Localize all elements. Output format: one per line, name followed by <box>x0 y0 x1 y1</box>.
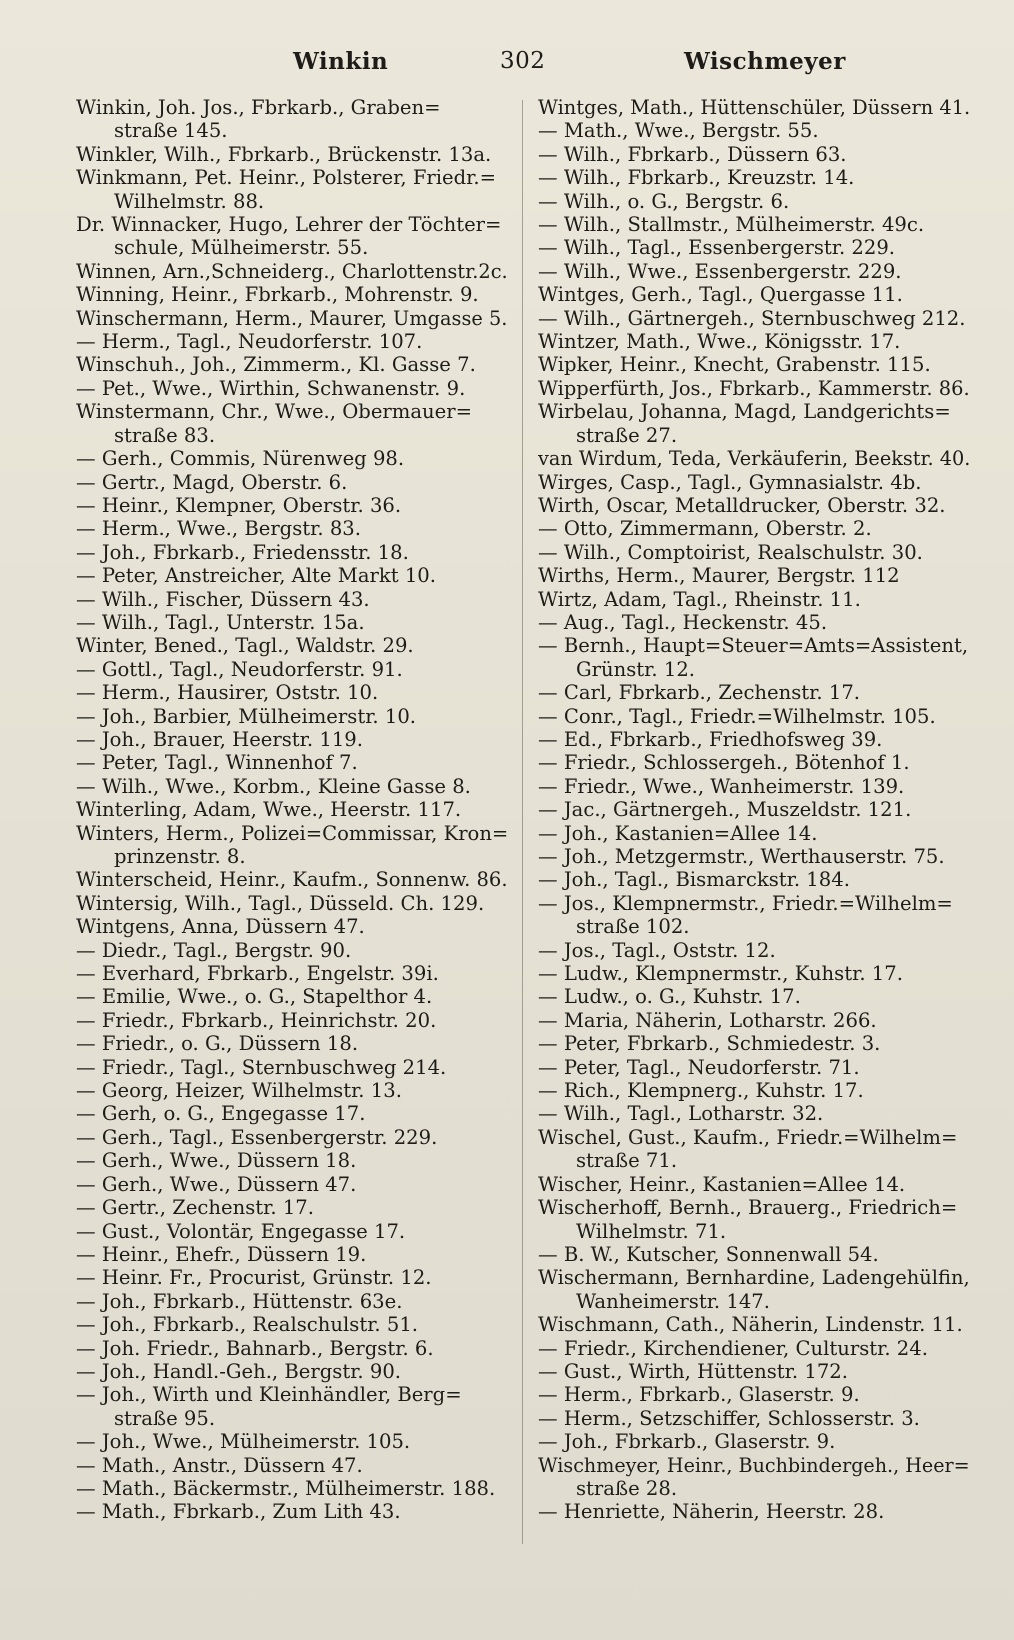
entry-line: Winterling, Adam, Wwe., Heerstr. 117. <box>76 798 462 822</box>
directory-entry <box>76 1079 508 1102</box>
entry-continuation-line: Wilhelmstr. 71. <box>576 1219 727 1243</box>
directory-entry <box>76 658 508 681</box>
directory-entry <box>538 400 970 447</box>
directory-entry <box>76 868 508 891</box>
entry-continuation-line: prinzenstr. 8. <box>114 845 246 868</box>
entry-line: Winnen, Arn.,Schneiderg., Charlottenstr.2c. <box>76 259 508 283</box>
directory-entry <box>538 1337 970 1360</box>
directory-entry <box>538 1266 970 1313</box>
directory-entry <box>76 681 508 704</box>
entry-line: — Joh., Fbrkarb., Glaserstr. 9. <box>538 1430 836 1454</box>
running-header <box>0 48 1014 84</box>
directory-entry <box>538 494 970 517</box>
directory-entry <box>538 283 970 306</box>
entry-continuation-line: straße 102. <box>576 915 690 939</box>
entry-line: — Gerh., Wwe., Düssern 47. <box>76 1172 357 1196</box>
entry-continuation-line: straße 83. <box>114 423 216 447</box>
entry-line: Wintgens, Anna, Düssern 47. <box>76 915 365 939</box>
entry-line: — Math., Fbrkarb., Zum Lith 43. <box>76 1500 401 1524</box>
entry-line: — Herm., Setzschiffer, Schlosserstr. 3. <box>538 1406 920 1430</box>
directory-entry <box>538 1102 970 1125</box>
entry-line: — Gerh., Commis, Nürenweg 98. <box>76 447 405 471</box>
entry-line: — Joh., Wirth und Kleinhändler, Berg= <box>76 1383 462 1407</box>
directory-entry <box>76 985 508 1008</box>
directory-entry <box>538 353 970 376</box>
directory-entry <box>76 353 508 376</box>
left-column <box>76 96 508 1556</box>
directory-entry <box>538 119 970 142</box>
entry-line: Winkin, Joh. Jos., Fbrkarb., Graben= <box>76 96 441 119</box>
directory-entry <box>538 471 970 494</box>
directory-entry <box>76 447 508 470</box>
directory-entry <box>538 1313 970 1336</box>
entry-line: — Heinr. Fr., Procurist, Grünstr. 12. <box>76 1266 432 1290</box>
directory-entry <box>538 822 970 845</box>
entry-line: Wischer, Heinr., Kastanien=Allee 14. <box>538 1172 906 1196</box>
entry-continuation-line: straße 95. <box>114 1406 216 1430</box>
directory-entry <box>538 1430 970 1453</box>
directory-entry <box>76 1360 508 1383</box>
directory-entry <box>538 330 970 353</box>
directory-entry <box>76 260 508 283</box>
entry-line: — Peter, Tagl., Winnenhof 7. <box>76 751 358 775</box>
entry-line: — Gerh., Wwe., Düssern 18. <box>76 1149 357 1173</box>
entry-line: — Wilh., Tagl., Lotharstr. 32. <box>538 1102 824 1126</box>
directory-entry <box>538 1056 970 1079</box>
entry-line: — Georg, Heizer, Wilhelmstr. 13. <box>76 1079 402 1103</box>
directory-entry <box>538 1173 970 1196</box>
directory-entry <box>76 588 508 611</box>
directory-entry <box>76 1102 508 1125</box>
entry-line: — Joh., Kastanien=Allee 14. <box>538 821 818 845</box>
entry-line: — Wilh., Comptoirist, Realschulstr. 30. <box>538 540 923 564</box>
directory-entry <box>76 611 508 634</box>
entry-line: — Wilh., Tagl., Unterstr. 15a. <box>76 610 365 634</box>
entry-line: Winstermann, Chr., Wwe., Obermauer= <box>76 400 473 424</box>
entry-line: — Jos., Klempnermstr., Friedr.=Wilhelm= <box>538 891 953 915</box>
directory-entry <box>76 1243 508 1266</box>
entry-line: — Friedr., Kirchendiener, Culturstr. 24. <box>538 1336 928 1360</box>
directory-entry <box>76 1383 508 1430</box>
entry-line: — Gust., Volontär, Engegasse 17. <box>76 1219 406 1243</box>
entry-line: — Joh., Fbrkarb., Hüttenstr. 63e. <box>76 1289 403 1313</box>
directory-entry <box>76 1477 508 1500</box>
entry-line: — Friedr., Tagl., Sternbuschweg 214. <box>76 1055 447 1079</box>
directory-entry <box>76 1266 508 1289</box>
entry-continuation-line: Wanheimerstr. 147. <box>576 1289 770 1313</box>
directory-entry <box>538 517 970 540</box>
directory-entry <box>538 447 970 470</box>
entry-line: Wischerhoff, Bernh., Brauerg., Friedrich= <box>538 1196 958 1220</box>
directory-entry <box>538 1243 970 1266</box>
entry-line: — Peter, Anstreicher, Alte Markt 10. <box>76 564 437 588</box>
entry-line: — Carl, Fbrkarb., Zechenstr. 17. <box>538 681 861 705</box>
entry-line: Wipker, Heinr., Knecht, Grabenstr. 115. <box>538 353 931 377</box>
directory-entry <box>538 1407 970 1430</box>
directory-entry <box>76 1149 508 1172</box>
entry-line: Wintges, Math., Hüttenschüler, Düssern 41. <box>538 96 970 119</box>
directory-entry <box>538 96 970 119</box>
directory-entry <box>538 775 970 798</box>
directory-entry <box>76 96 508 143</box>
entry-line: Winkler, Wilh., Fbrkarb., Brückenstr. 13a. <box>76 142 492 166</box>
entry-line: — Gerh, o. G., Engegasse 17. <box>76 1102 366 1126</box>
directory-entry <box>538 1126 970 1173</box>
entry-line: — Aug., Tagl., Heckenstr. 45. <box>538 610 828 634</box>
directory-entry <box>76 822 508 869</box>
directory-entry <box>76 1009 508 1032</box>
directory-entry <box>538 1009 970 1032</box>
entry-line: — Rich., Klempnerg., Kuhstr. 17. <box>538 1079 864 1103</box>
directory-entry <box>76 915 508 938</box>
entry-line: — Heinr., Ehefr., Düssern 19. <box>76 1242 367 1266</box>
entry-line: — Bernh., Haupt=Steuer=Amts=Assistent, <box>538 634 969 658</box>
directory-entry <box>538 868 970 891</box>
entry-line: Wischmann, Cath., Näherin, Lindenstr. 11. <box>538 1313 963 1337</box>
directory-entry <box>76 213 508 260</box>
directory-entry <box>538 751 970 774</box>
directory-entry <box>76 400 508 447</box>
entry-line: — Herm., Wwe., Bergstr. 83. <box>76 517 361 541</box>
directory-entry <box>538 985 970 1008</box>
entry-line: Dr. Winnacker, Hugo, Lehrer der Töchter= <box>76 213 502 237</box>
entry-line: Winkmann, Pet. Heinr., Polsterer, Friedr.= <box>76 166 497 190</box>
directory-entry <box>538 634 970 681</box>
directory-entry <box>76 143 508 166</box>
directory-entry <box>76 1032 508 1055</box>
directory-entry <box>76 1126 508 1149</box>
entry-line: — Otto, Zimmermann, Oberstr. 2. <box>538 517 872 541</box>
directory-entry <box>76 705 508 728</box>
entry-line: — B. W., Kutscher, Sonnenwall 54. <box>538 1242 879 1266</box>
entry-continuation-line: schule, Mülheimerstr. 55. <box>114 236 369 260</box>
directory-entry <box>76 634 508 657</box>
directory-entry <box>538 307 970 330</box>
header-last-entry: Wischmeyer <box>684 48 846 75</box>
entry-line: — Gertr., Zechenstr. 17. <box>76 1196 314 1220</box>
directory-entry <box>76 471 508 494</box>
directory-entry <box>538 611 970 634</box>
entry-line: — Ludw., Klempnermstr., Kuhstr. 17. <box>538 962 903 986</box>
entry-line: — Wilh., o. G., Bergstr. 6. <box>538 189 790 213</box>
entry-line: — Joh., Handl.-Geh., Bergstr. 90. <box>76 1359 402 1383</box>
directory-entry <box>76 1196 508 1219</box>
directory-entry <box>538 962 970 985</box>
entry-line: — Wilh., Fbrkarb., Düssern 63. <box>538 142 847 166</box>
entry-line: — Emilie, Wwe., o. G., Stapelthor 4. <box>76 985 433 1009</box>
entry-line: — Joh., Brauer, Heerstr. 119. <box>76 727 363 751</box>
directory-entry <box>76 775 508 798</box>
entry-line: — Math., Anstr., Düssern 47. <box>76 1453 363 1477</box>
directory-entry <box>538 892 970 939</box>
directory-entry <box>76 330 508 353</box>
directory-entry <box>538 845 970 868</box>
entry-line: Wirths, Herm., Maurer, Bergstr. 112 <box>538 564 900 588</box>
directory-entry <box>538 939 970 962</box>
entry-line: — Jos., Tagl., Oststr. 12. <box>538 938 776 962</box>
directory-entry <box>538 1079 970 1102</box>
directory-entry <box>76 307 508 330</box>
directory-entry <box>76 1430 508 1453</box>
entry-line: Wirbelau, Johanna, Magd, Landgerichts= <box>538 400 951 424</box>
entry-line: — Friedr., Schlossergeh., Bötenhof 1. <box>538 751 910 775</box>
directory-entry <box>538 1454 970 1501</box>
entry-line: — Diedr., Tagl., Bergstr. 90. <box>76 938 352 962</box>
entry-continuation-line: straße 145. <box>114 119 228 143</box>
directory-entry <box>76 1500 508 1523</box>
entry-line: — Wilh., Fbrkarb., Kreuzstr. 14. <box>538 166 855 190</box>
entry-line: — Gerh., Tagl., Essenbergerstr. 229. <box>76 1125 438 1149</box>
entry-continuation-line: Grünstr. 12. <box>576 657 696 681</box>
directory-entry <box>76 166 508 213</box>
entry-line: — Herm., Fbrkarb., Glaserstr. 9. <box>538 1383 860 1407</box>
entry-line: Winning, Heinr., Fbrkarb., Mohrenstr. 9. <box>76 283 479 307</box>
entry-line: Winters, Herm., Polizei=Commissar, Kron= <box>76 821 508 845</box>
directory-entry <box>76 1454 508 1477</box>
directory-entry <box>76 962 508 985</box>
directory-entry <box>76 939 508 962</box>
directory-entry <box>538 260 970 283</box>
entry-line: — Gust., Wirth, Hüttenstr. 172. <box>538 1359 848 1383</box>
directory-entry <box>538 1500 970 1523</box>
entry-line: — Joh., Metzgermstr., Werthauserstr. 75. <box>538 845 945 868</box>
header-first-entry: Winkin <box>293 48 389 75</box>
entry-line: — Math., Bäckermstr., Mülheimerstr. 188. <box>76 1476 496 1500</box>
entry-continuation-line: straße 28. <box>576 1476 678 1500</box>
entry-line: — Gertr., Magd, Oberstr. 6. <box>76 470 348 494</box>
directory-entry <box>538 798 970 821</box>
directory-entry <box>538 166 970 189</box>
entry-line: van Wirdum, Teda, Verkäuferin, Beekstr. 40. <box>538 447 970 471</box>
directory-entry <box>538 705 970 728</box>
entry-line: Wintges, Gerh., Tagl., Quergasse 11. <box>538 283 903 307</box>
entry-line: — Wilh., Tagl., Essenbergerstr. 229. <box>538 236 896 260</box>
directory-entry <box>538 1196 970 1243</box>
entry-line: Wischermann, Bernhardine, Ladengehülfin, <box>538 1266 970 1290</box>
entry-line: — Joh., Fbrkarb., Friedensstr. 18. <box>76 540 409 564</box>
entry-line: — Gottl., Tagl., Neudorferstr. 91. <box>76 657 403 681</box>
directory-entry <box>538 236 970 259</box>
directory-entry <box>538 681 970 704</box>
directory-entry <box>538 541 970 564</box>
directory-entry <box>538 143 970 166</box>
entry-line: — Herm., Hausirer, Oststr. 10. <box>76 681 379 705</box>
directory-entry <box>538 377 970 400</box>
entry-line: — Joh., Barbier, Mülheimerstr. 10. <box>76 704 417 728</box>
entry-line: — Henriette, Näherin, Heerstr. 28. <box>538 1500 885 1524</box>
entry-continuation-line: Wilhelmstr. 88. <box>114 189 265 213</box>
entry-line: — Math., Wwe., Bergstr. 55. <box>538 119 819 143</box>
entry-line: — Ed., Fbrkarb., Friedhofsweg 39. <box>538 727 883 751</box>
directory-entry <box>76 1290 508 1313</box>
directory-entry <box>76 892 508 915</box>
directory-entry <box>76 751 508 774</box>
entry-line: Winschermann, Herm., Maurer, Umgasse 5. <box>76 306 508 330</box>
entry-line: Wischel, Gust., Kaufm., Friedr.=Wilhelm= <box>538 1125 958 1149</box>
entry-line: — Joh., Tagl., Bismarckstr. 184. <box>538 868 850 892</box>
directory-entry <box>538 213 970 236</box>
entry-line: Winterscheid, Heinr., Kaufm., Sonnenw. 86. <box>76 868 508 892</box>
directory-entry <box>538 588 970 611</box>
entry-line: — Joh., Fbrkarb., Realschulstr. 51. <box>76 1313 419 1337</box>
entry-line: — Joh. Friedr., Bahnarb., Bergstr. 6. <box>76 1336 434 1360</box>
directory-entry <box>76 283 508 306</box>
entry-line: Wintzer, Math., Wwe., Königsstr. 17. <box>538 330 901 354</box>
entry-line: Wirth, Oscar, Metalldrucker, Oberstr. 32. <box>538 493 946 517</box>
directory-entry <box>76 728 508 751</box>
directory-entry <box>538 728 970 751</box>
column-divider <box>522 100 523 1544</box>
entry-continuation-line: straße 27. <box>576 423 678 447</box>
entry-line: — Friedr., Wwe., Wanheimerstr. 139. <box>538 774 905 798</box>
directory-entry <box>538 1383 970 1406</box>
entry-line: — Jac., Gärtnergeh., Muszeldstr. 121. <box>538 798 912 822</box>
entry-line: — Joh., Wwe., Mülheimerstr. 105. <box>76 1430 411 1454</box>
entry-line: — Wilh., Stallmstr., Mülheimerstr. 49c. <box>538 213 925 237</box>
page-number: 302 <box>500 48 546 74</box>
directory-entry <box>76 494 508 517</box>
directory-entry <box>538 1360 970 1383</box>
directory-entry <box>76 1173 508 1196</box>
entry-line: — Conr., Tagl., Friedr.=Wilhelmstr. 105. <box>538 704 936 728</box>
directory-entry <box>76 1337 508 1360</box>
directory-entry <box>76 541 508 564</box>
entry-line: — Ludw., o. G., Kuhstr. 17. <box>538 985 801 1009</box>
entry-line: — Heinr., Klempner, Oberstr. 36. <box>76 493 402 517</box>
entry-line: Wirges, Casp., Tagl., Gymnasialstr. 4b. <box>538 470 922 494</box>
entry-line: — Wilh., Gärtnergeh., Sternbuschweg 212. <box>538 306 966 330</box>
entry-line: — Wilh., Wwe., Essenbergerstr. 229. <box>538 259 902 283</box>
entry-line: Wischmeyer, Heinr., Buchbindergeh., Heer= <box>538 1453 970 1477</box>
directory-entry <box>76 1313 508 1336</box>
entry-line: — Wilh., Fischer, Düssern 43. <box>76 587 370 611</box>
entry-line: Winter, Bened., Tagl., Waldstr. 29. <box>76 634 414 658</box>
directory-entry <box>538 1032 970 1055</box>
entry-line: Winschuh., Joh., Zimmerm., Kl. Gasse 7. <box>76 353 476 377</box>
entry-line: — Friedr., o. G., Düssern 18. <box>76 1032 359 1056</box>
entry-line: Wipperfürth, Jos., Fbrkarb., Kammerstr. 86. <box>538 376 970 400</box>
entry-line: — Friedr., Fbrkarb., Heinrichstr. 20. <box>76 1008 437 1032</box>
directory-entry <box>76 798 508 821</box>
directory-entry <box>538 564 970 587</box>
entry-line: — Everhard, Fbrkarb., Engelstr. 39i. <box>76 962 439 986</box>
entry-line: — Maria, Näherin, Lotharstr. 266. <box>538 1008 877 1032</box>
entry-line: — Wilh., Wwe., Korbm., Kleine Gasse 8. <box>76 774 471 798</box>
directory-entry <box>76 1056 508 1079</box>
entry-line: — Peter, Fbrkarb., Schmiedestr. 3. <box>538 1032 881 1056</box>
entry-continuation-line: straße 71. <box>576 1149 678 1173</box>
entry-line: Wintersig, Wilh., Tagl., Düsseld. Ch. 129. <box>76 891 485 915</box>
entry-line: — Herm., Tagl., Neudorferstr. 107. <box>76 330 423 354</box>
directory-entry <box>538 190 970 213</box>
right-column <box>538 96 970 1556</box>
directory-entry <box>76 1220 508 1243</box>
directory-entry <box>76 377 508 400</box>
directory-entry <box>76 517 508 540</box>
directory-entry <box>76 564 508 587</box>
entry-line: — Pet., Wwe., Wirthin, Schwanenstr. 9. <box>76 376 466 400</box>
entry-line: — Peter, Tagl., Neudorferstr. 71. <box>538 1055 860 1079</box>
entry-line: Wirtz, Adam, Tagl., Rheinstr. 11. <box>538 587 861 611</box>
